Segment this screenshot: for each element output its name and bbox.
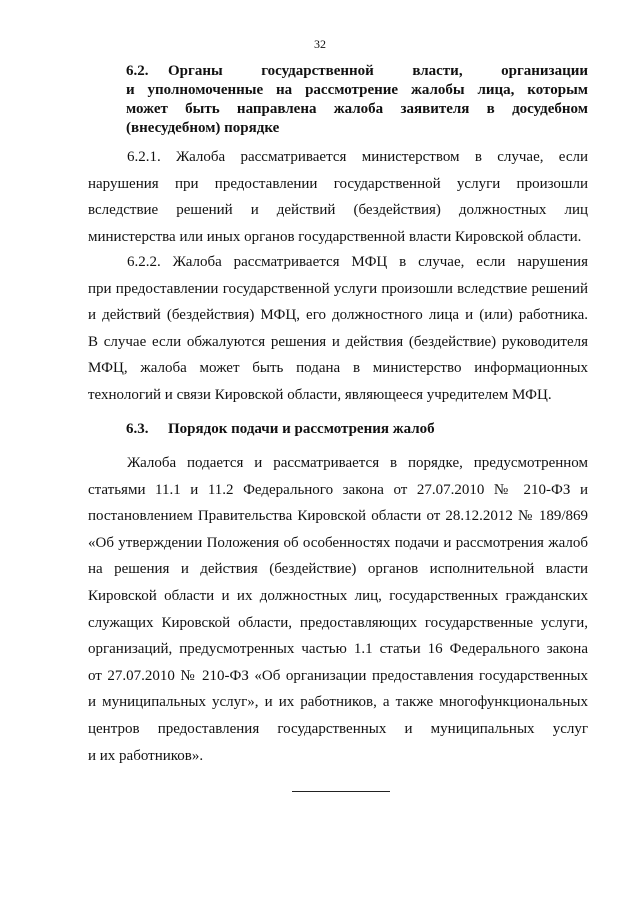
text-line: технологий и связи Кировской области, являющееся учредителем МФЦ. [88,386,552,403]
text-line: 6.2.1. Жалоба рассматривается министерством в случае, если [127,149,588,165]
section-6-2-heading-line: Органы государственной власти, организации [168,63,588,79]
section-6-2-number: 6.2. [126,63,149,79]
text-line: Жалоба подается и рассматривается в порядке, предусмотренном [127,455,588,471]
text-line: служащих Кировской области, предоставляющих государственные услуги, [88,614,588,631]
paragraph-6-2-1 [88,144,588,250]
text-line: вследствие решений и действий (бездействия) должностных лиц [88,202,588,219]
paragraph-6-3 [88,450,588,769]
section-6-2-heading [88,62,588,142]
text-line: «Об утверждении Положения об особенностях подачи и рассмотрения жалоб [88,534,588,551]
section-6-3-title: Порядок подачи и рассмотрения жалоб [168,421,435,437]
text-line: В случае если обжалуются решения и действия (бездействие) руководителя [88,333,588,350]
section-6-2-heading-line: и уполномоченные на рассмотрение жалобы лица, которым [126,82,588,98]
text-line: нарушения при предоставлении государственной услуги произошли [88,175,588,192]
text-line: и муниципальных услуг», и их работников, а также многофункциональных [88,694,588,711]
section-6-3-number: 6.3. [126,421,149,437]
section-6-3-heading [88,420,588,440]
text-line: и их работников». [88,747,204,764]
text-line: и действий (бездействия) МФЦ, его должностного лица и (или) работника. [88,307,588,324]
text-line: от 27.07.2010 № 210-ФЗ «Об организации предоставления государственных [88,667,588,684]
text-line: МФЦ, жалоба может быть подана в министерство информационных [88,360,588,377]
text-line: 6.2.2. Жалоба рассматривается МФЦ в случае, если нарушения [127,254,588,270]
section-6-2-heading-line: может быть направлена жалоба заявителя в досудебном [126,101,588,117]
text-line: на решения и действия (бездействие) органов исполнительной власти [88,561,588,578]
text-line: статьями 11.1 и 11.2 Федерального закона от 27.07.2010 № 210-ФЗ и [88,481,588,498]
section-6-2-heading-line: (внесудебном) порядке [126,120,280,136]
end-divider [292,791,390,792]
text-line: Кировской области и их должностных лиц, государственных гражданских [88,587,588,604]
text-line: министерства или иных органов государственной власти Кировской области. [88,228,582,245]
paragraph-6-2-2 [88,249,588,409]
text-line: постановлением Правительства Кировской области от 28.12.2012 № 189/869 [88,508,588,525]
page-number: 32 [314,37,326,51]
text-line: организаций, предусмотренных частью 1.1 статьи 16 Федерального закона [88,641,588,658]
text-line: при предоставлении государственной услуги произошли вследствие решений [88,280,588,297]
text-line: центров предоставления государственных и муниципальных услуг [88,720,588,737]
